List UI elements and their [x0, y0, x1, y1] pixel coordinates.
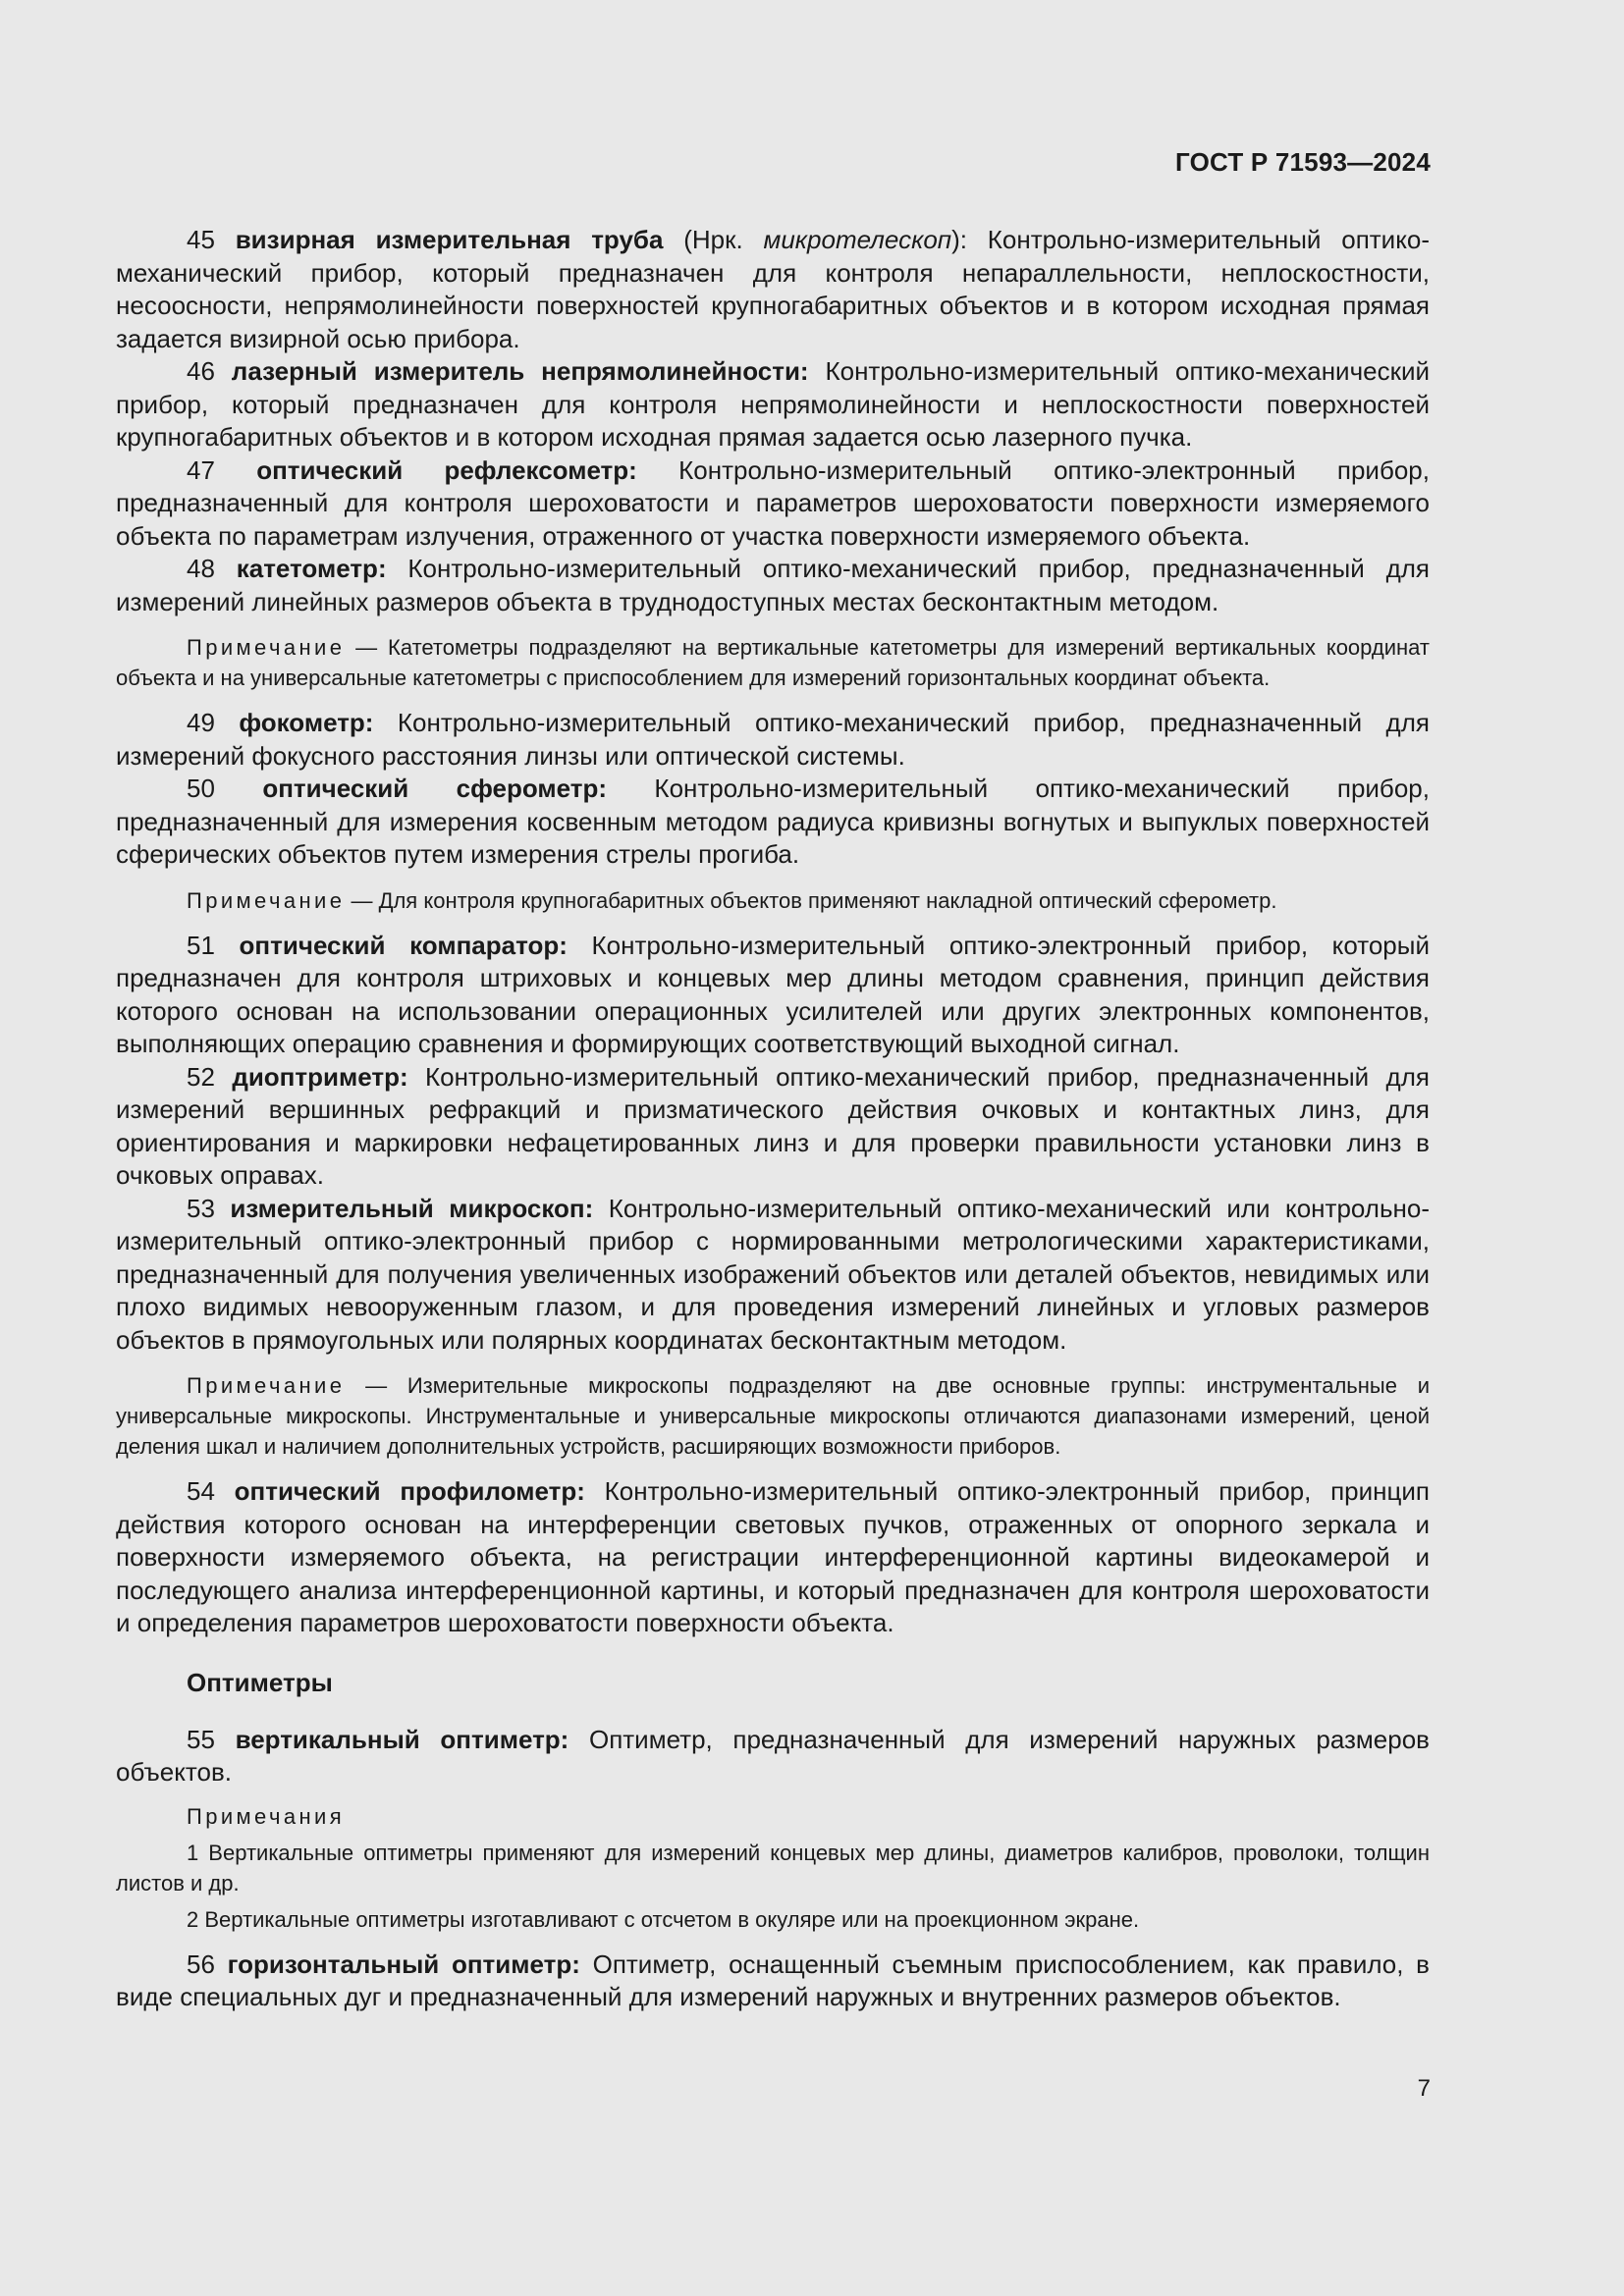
term-name: оптический профилометр: [234, 1476, 585, 1506]
term-47 [116, 454, 1430, 554]
term-name: визирная измерительная труба [235, 225, 664, 254]
note-48 [116, 632, 1430, 693]
term-46 [116, 355, 1430, 454]
term-definition: Контрольно-измерительный оптико-механический или контрольно-измерительный оптико-электронный прибор с нормированными метрологическими характеристиками, предназначенный для получения увеличенных изображений объектов или деталей объектов, невидимых или плохо видимых невооруженным глазом, и для проведения измерений линейных и угловых размеров объектов в прямоугольных или полярных координатах бесконтактным методом. [116, 1193, 1430, 1355]
term-name: оптический рефлексометр: [256, 454, 637, 485]
section-heading: Оптиметры [187, 1667, 333, 1697]
note-label: Примечание [187, 887, 346, 913]
term-definition: Контрольно-измерительный оптико-механический прибор, который предназначен для контроля непрямолинейности и неплоскостности поверхностей крупногабаритных объектов и в котором исходная прямая задается осью лазерного пучка. [116, 356, 1431, 452]
term-50 [116, 773, 1430, 872]
term-number: 51 [187, 930, 215, 960]
term-name: катетометр: [236, 554, 387, 583]
note-label: Примечание [187, 635, 346, 660]
note-55-1: 1 Вертикальные оптиметры применяют для измерений концевых мер длины, диаметров калибров, проволоки, толщин листов и др. [116, 1840, 1430, 1896]
term-name: вертикальный оптиметр: [235, 1724, 569, 1754]
term-52 [116, 1061, 1430, 1193]
notes-heading: Примечания [187, 1803, 346, 1829]
document-body [116, 224, 1430, 2014]
note-50 [116, 885, 1430, 916]
term-definition: Оптиметр, предназначенный для измерений наружных размеров объектов. [116, 1724, 1430, 1787]
term-definition: Контрольно-измерительный оптико-механический прибор, предназначенный для измерений фокусного расстояния линзы или оптической системы. [116, 708, 1430, 771]
term-name: фокометр: [239, 708, 374, 737]
term-name: горизонтальный оптиметр: [227, 1949, 580, 1979]
term-56 [116, 1949, 1430, 2014]
term-number: 48 [187, 554, 215, 583]
term-48 [116, 553, 1430, 618]
term-name: оптический сферометр: [262, 774, 608, 803]
term-definition: Контрольно-измерительный оптико-электронный прибор, который предназначен для контроля штриховых и концевых мер длины методом сравнения, принцип действия которого основан на использовании операционных усилителей или других электронных компонентов, выполняющих операцию сравнения и формирующих соответствующий выходной сигнал. [116, 930, 1430, 1058]
term-definition: Контрольно-измерительный оптико-электронный прибор, предназначенный для контроля шероховатости и параметров шероховатости поверхности измеряемого объекта по параметрам излучения, отраженного от участка поверхности измеряемого объекта. [116, 454, 1430, 551]
term-name: оптический компаратор: [239, 930, 568, 960]
term-name: лазерный измеритель непрямолинейности: [231, 356, 809, 386]
term-53 [116, 1193, 1430, 1358]
term-number: 50 [187, 774, 215, 803]
term-number: 47 [187, 454, 215, 485]
document-header: ГОСТ Р 71593—2024 [1175, 147, 1431, 177]
term-number: 53 [187, 1193, 215, 1223]
note-53 [116, 1370, 1430, 1462]
term-definition: Контрольно-измерительный оптико-механический прибор, предназначенный для измерений вершинных рефракций и призматического действия очковых и контактных линз, для ориентирования и маркировки нефацетированных линз и для проверки правильности установки линз в очковых оправах. [116, 1061, 1430, 1190]
term-definition: Оптиметр, оснащенный съемным приспособлением, как правило, в виде специальных дуг и предназначенный для измерений наружных и внутренних размеров объектов. [116, 1949, 1430, 2011]
term-number: 45 [187, 225, 215, 254]
note-label: Примечание [187, 1373, 346, 1398]
term-definition: Контрольно-измерительный оптико-электронный прибор, принцип действия которого основан на интерференции световых пучков, отраженных от опорного зеркала и поверхности измеряемого объекта, на регистрации интерференционной картины видеокамерой и последующего анализа интерференционной картины, и который предназначен для контроля шероховатости и определения параметров шероховатости поверхности объекта. [116, 1476, 1430, 1637]
term-number: 55 [187, 1724, 215, 1754]
term-number: 46 [187, 356, 215, 386]
note-55-2: 2 Вертикальные оптиметры изготавливают с отсчетом в окуляре или на проекционном экране. [187, 1906, 1140, 1932]
term-49 [116, 707, 1430, 773]
term-name: измерительный микроскоп: [230, 1193, 594, 1223]
term-text: (Нрк. [663, 225, 764, 254]
note-text: — Измерительные микроскопы подразделяют на две основные группы: инструментальные и универсальные микроскопы. Инструментальные и универсальные микроскопы отличаются диапазонами измерений, ценой деления шкал и наличием дополнительных устройств, расширяющих возможности приборов. [116, 1373, 1430, 1459]
term-number: 52 [187, 1061, 215, 1092]
deprecated-term: микротелескоп [763, 225, 952, 254]
term-name: диоптриметр: [232, 1061, 408, 1092]
term-definition: ): Контрольно-измерительный оптико-механический прибор, который предназначен для контроля непараллельности, неплоскостности, несоосности, непрямолинейности поверхностей крупногабаритных объектов и в котором исходная прямая задается визирной осью прибора. [116, 225, 1430, 353]
term-51 [116, 930, 1430, 1061]
note-text: — Для контроля крупногабаритных объектов применяют накладной оптический сферометр. [345, 887, 1277, 913]
term-number: 54 [187, 1476, 215, 1506]
page-number: 7 [1417, 2075, 1431, 2102]
term-45 [116, 224, 1430, 355]
term-definition: Контрольно-измерительный оптико-механический прибор, предназначенный для измерения косвенным методом радиуса кривизны вогнутых и выпуклых поверхностей сферических объектов путем измерения стрелы прогиба. [116, 774, 1430, 869]
term-number: 56 [187, 1949, 215, 1979]
term-54 [116, 1475, 1430, 1640]
term-definition: Контрольно-измерительный оптико-механический прибор, предназначенный для измерений линейных размеров объекта в труднодоступных местах бесконтактным методом. [116, 554, 1430, 616]
note-text: — Катетометры подразделяют на вертикальные катетометры для измерений вертикальных координат объекта и на универсальные катетометры с приспособлением для измерений горизонтальных координат объекта. [116, 635, 1430, 690]
term-55 [116, 1724, 1430, 1789]
term-number: 49 [187, 708, 215, 737]
